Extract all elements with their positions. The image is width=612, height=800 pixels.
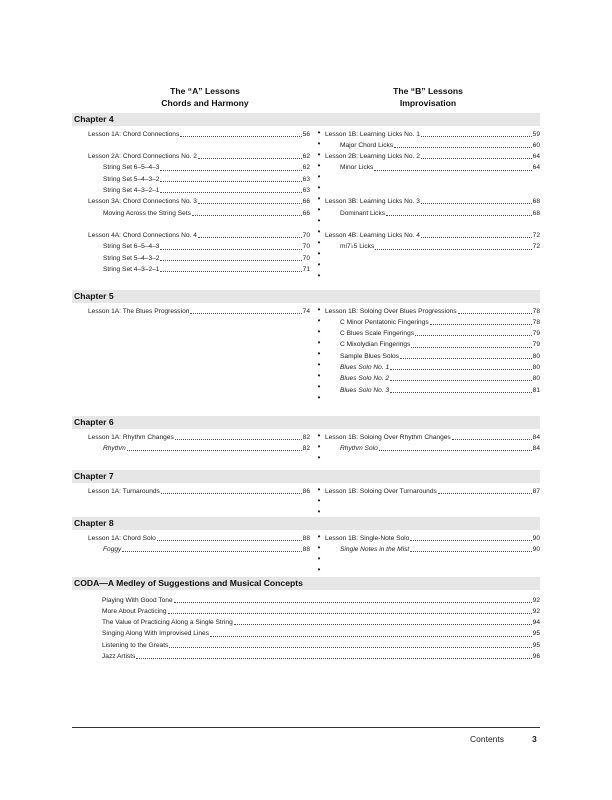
entry-page: 81 xyxy=(532,386,540,394)
entry-title: String Set 4–3–2–1 xyxy=(103,186,160,194)
entry-title: Lesson 1A: Chord Solo xyxy=(88,534,156,542)
bullet-icon: • xyxy=(317,138,321,148)
entry-title: C Minor Pentatonic Fingerings xyxy=(340,318,429,326)
toc-entry[interactable] xyxy=(72,640,540,651)
dot-leader xyxy=(421,129,532,137)
entry-page: 68 xyxy=(532,198,540,206)
dot-leader xyxy=(136,651,531,659)
bullet-icon: • xyxy=(317,171,321,181)
blank-row xyxy=(88,140,310,151)
coda-heading: CODA—A Medley of Suggestions and Musical Concepts xyxy=(72,577,540,590)
toc-entry[interactable] xyxy=(88,306,310,317)
bullet-divider xyxy=(316,127,322,281)
entry-title: Lesson 1A: Rhythm Changes xyxy=(88,433,174,441)
dot-leader xyxy=(415,328,532,336)
entry-page: 72 xyxy=(532,232,540,240)
entry-title: Rhythm Solo xyxy=(340,444,378,452)
entry-title: Single Notes in the Mist xyxy=(340,545,410,553)
toc-entry[interactable] xyxy=(325,351,540,362)
toc-entry[interactable] xyxy=(72,628,540,639)
entry-title: Lesson 1A: Turnarounds xyxy=(88,487,160,495)
chapter-heading: Chapter 5 xyxy=(72,290,540,303)
entry-page: 80 xyxy=(532,363,540,371)
entry-page: 90 xyxy=(532,534,540,542)
chapter-heading: Chapter 6 xyxy=(72,416,540,429)
entry-title: String Set 4–3–2–1 xyxy=(103,266,160,274)
dot-leader xyxy=(160,253,301,261)
entry-page: 92 xyxy=(532,596,540,604)
page-number: 3 xyxy=(532,734,537,744)
toc-entry[interactable] xyxy=(88,253,310,264)
entry-page: 66 xyxy=(302,198,310,206)
entry-page: 71 xyxy=(302,266,310,274)
entry-title: Lesson 4B: Learning Licks No. 4 xyxy=(325,232,420,240)
toc-entry[interactable] xyxy=(325,544,540,555)
entry-page: 56 xyxy=(302,130,310,138)
entry-title: Moving Across the String Sets xyxy=(103,209,191,217)
entry-page: 95 xyxy=(532,630,540,638)
dot-leader xyxy=(190,306,301,314)
entry-page: 90 xyxy=(532,545,540,553)
toc-entry[interactable] xyxy=(325,162,540,173)
entry-title: Dominant Licks xyxy=(340,209,386,217)
bullet-icon: • xyxy=(317,248,321,258)
b-lessons-column xyxy=(325,306,540,396)
entry-title: Lesson 1B: Soloing Over Turnarounds xyxy=(325,487,437,495)
toc-entry[interactable] xyxy=(325,362,540,373)
toc-entry[interactable] xyxy=(88,129,310,140)
entry-page: 82 xyxy=(302,444,310,452)
dot-leader xyxy=(390,362,532,370)
bullet-icon: • xyxy=(317,441,321,451)
entry-title: C Blues Scale Fingerings xyxy=(340,330,415,338)
bullet-icon: • xyxy=(317,495,321,505)
bullet-icon: • xyxy=(317,452,321,462)
entry-title: Lesson 1A: Chord Connections xyxy=(88,130,180,138)
chapter-section xyxy=(72,470,540,516)
entry-page: 92 xyxy=(532,607,540,615)
entry-page: 80 xyxy=(532,375,540,383)
entry-title: Playing With Good Tone xyxy=(102,596,173,604)
entry-title: C Mixolydian Fingerings xyxy=(340,341,411,349)
dot-leader xyxy=(192,208,302,216)
entry-page: 64 xyxy=(532,153,540,161)
entry-page: 78 xyxy=(532,318,540,326)
entry-page: 82 xyxy=(302,433,310,441)
dot-leader xyxy=(400,351,532,359)
b-lessons-column xyxy=(325,486,540,497)
entry-page: 59 xyxy=(532,130,540,138)
entry-page: 74 xyxy=(302,307,310,315)
blank-row xyxy=(88,219,310,230)
toc-entry[interactable] xyxy=(325,306,540,317)
b-lessons-column xyxy=(325,432,540,455)
entry-title: Listening to the Greats xyxy=(102,641,169,649)
dot-leader xyxy=(421,230,532,238)
toc-entry[interactable] xyxy=(88,432,310,443)
b-lessons-column xyxy=(325,533,540,556)
toc-entry[interactable] xyxy=(88,264,310,275)
dot-leader xyxy=(430,317,532,325)
dot-leader xyxy=(198,230,302,238)
bullet-icon: • xyxy=(317,564,321,574)
entry-title: The Value of Practicing Along a Single String xyxy=(102,619,233,627)
dot-leader xyxy=(421,196,532,204)
chapter-heading: Chapter 8 xyxy=(72,517,540,530)
entry-title: Lesson 3A: Chord Connections No. 3 xyxy=(88,198,197,206)
a-lessons-column xyxy=(88,306,310,317)
dot-leader xyxy=(168,606,532,614)
dot-leader xyxy=(390,385,532,393)
blank-row xyxy=(325,219,540,230)
dot-leader xyxy=(394,140,532,148)
bullet-icon: • xyxy=(317,392,321,402)
entry-page: 95 xyxy=(532,641,540,649)
toc-entry[interactable] xyxy=(325,140,540,151)
bullet-icon: • xyxy=(317,348,321,358)
entry-title: Lesson 2A: Chord Connections No. 2 xyxy=(88,153,197,161)
entry-title: String Set 6–5–4–3 xyxy=(103,164,160,172)
toc-entry[interactable] xyxy=(325,230,540,241)
bullet-icon: • xyxy=(317,337,321,347)
bullet-icon: • xyxy=(317,270,321,280)
footer-rule xyxy=(72,727,540,728)
entry-page: 84 xyxy=(532,444,540,452)
bullet-icon: • xyxy=(317,182,321,192)
dot-leader xyxy=(458,306,532,314)
b-lessons-subtitle: Improvisation xyxy=(399,97,457,108)
chapter-section xyxy=(72,416,540,462)
entry-page: 66 xyxy=(302,209,310,217)
toc-entry[interactable] xyxy=(325,339,540,350)
bullet-icon: • xyxy=(317,370,321,380)
entry-page: 79 xyxy=(532,341,540,349)
entry-title: Lesson 2B: Learning Licks No. 2 xyxy=(325,153,420,161)
bullet-icon: • xyxy=(317,326,321,336)
entry-title: Blues Solo No. 1 xyxy=(340,363,390,371)
dot-leader xyxy=(157,533,302,541)
entry-title: Sample Blues Solos xyxy=(340,352,400,360)
bullet-icon: • xyxy=(317,226,321,236)
a-lessons-title: The “A” Lessons xyxy=(170,86,240,96)
dot-leader xyxy=(234,617,532,625)
entry-page: 79 xyxy=(532,330,540,338)
entry-page: 63 xyxy=(302,175,310,183)
entry-title: Major Chord Licks xyxy=(340,141,394,149)
entry-page: 70 xyxy=(302,232,310,240)
toc-entry[interactable] xyxy=(88,533,310,544)
toc-entry[interactable] xyxy=(88,162,310,173)
toc-entry[interactable] xyxy=(325,151,540,162)
a-lessons-header xyxy=(105,86,305,109)
bullet-icon: • xyxy=(317,160,321,170)
toc-entry[interactable] xyxy=(88,241,310,252)
dot-leader xyxy=(160,241,301,249)
toc-entry[interactable] xyxy=(72,606,540,617)
bullet-icon: • xyxy=(317,359,321,369)
entry-title: Lesson 1B: Learning Licks No. 1 xyxy=(325,130,420,138)
dot-leader xyxy=(160,162,301,170)
a-lessons-column xyxy=(88,533,310,556)
toc-entry[interactable] xyxy=(325,533,540,544)
b-lessons-header xyxy=(328,86,528,109)
a-lessons-column xyxy=(88,432,310,455)
entry-title: More About Practicing xyxy=(102,607,167,615)
bullet-icon: • xyxy=(317,484,321,494)
entry-title: Lesson 1B: Soloing Over Blues Progressions xyxy=(325,307,457,315)
chapter-heading: Chapter 7 xyxy=(72,470,540,483)
bullet-icon: • xyxy=(317,531,321,541)
entry-page: 87 xyxy=(532,487,540,495)
toc-entry[interactable] xyxy=(325,129,540,140)
dot-leader xyxy=(438,486,532,494)
dot-leader xyxy=(198,196,302,204)
bullet-icon: • xyxy=(317,149,321,159)
b-lessons-title: The “B” Lessons xyxy=(393,86,463,96)
toc-entry[interactable] xyxy=(88,544,310,555)
toc-entry[interactable] xyxy=(325,385,540,396)
toc-entry[interactable] xyxy=(325,317,540,328)
dot-leader xyxy=(379,443,532,451)
bullet-divider xyxy=(316,430,322,463)
entry-page: 96 xyxy=(532,652,540,660)
dot-leader xyxy=(410,533,531,541)
entry-title: Blues Solo No. 3 xyxy=(340,386,390,394)
footer-label: Contents xyxy=(470,734,505,744)
bullet-icon: • xyxy=(317,553,321,563)
entry-page: 70 xyxy=(302,254,310,262)
entry-page: 68 xyxy=(532,209,540,217)
bullet-divider xyxy=(316,531,322,575)
entry-title: Lesson 4A: Chord Connections No. 4 xyxy=(88,232,197,240)
dot-leader xyxy=(421,151,532,159)
bullet-icon: • xyxy=(317,542,321,552)
entry-title: Singing Along With Improvised Lines xyxy=(102,630,210,638)
chapter-section xyxy=(72,113,540,280)
bullet-icon: • xyxy=(317,506,321,516)
dot-leader xyxy=(160,174,301,182)
toc-entry[interactable] xyxy=(88,174,310,185)
entry-title: String Set 5–4–3–2 xyxy=(103,254,160,262)
dot-leader xyxy=(390,373,532,381)
entry-page: 62 xyxy=(302,153,310,161)
entry-title: Foggy xyxy=(103,545,122,553)
bullet-icon: • xyxy=(317,215,321,225)
entry-title: Lesson 3B: Learning Licks No. 3 xyxy=(325,198,420,206)
dot-leader xyxy=(161,486,302,494)
entry-title: String Set 5–4–3–2 xyxy=(103,175,160,183)
entry-page: 86 xyxy=(302,487,310,495)
entry-page: 78 xyxy=(532,307,540,315)
entry-title: String Set 6–5–4–3 xyxy=(103,243,160,251)
entry-title: Minor Licks xyxy=(340,164,374,172)
dot-leader xyxy=(411,339,531,347)
chapter-heading: Chapter 4 xyxy=(72,113,540,126)
dot-leader xyxy=(127,443,302,451)
entry-page: 84 xyxy=(532,433,540,441)
entry-page: 63 xyxy=(302,186,310,194)
toc-entry[interactable] xyxy=(325,241,540,252)
dot-leader xyxy=(374,162,531,170)
dot-leader xyxy=(174,595,532,603)
chapter-section xyxy=(72,517,540,574)
toc-entry[interactable] xyxy=(88,443,310,454)
chapter-section xyxy=(72,290,540,402)
bullet-icon: • xyxy=(317,304,321,314)
bullet-icon: • xyxy=(317,259,321,269)
toc-entry[interactable] xyxy=(325,373,540,384)
entry-title: Lesson 1A: The Blues Progression xyxy=(88,307,190,315)
dot-leader xyxy=(122,544,301,552)
entry-page: 72 xyxy=(532,243,540,251)
bullet-icon: • xyxy=(317,127,321,137)
toc-entry[interactable] xyxy=(72,617,540,628)
toc-entry[interactable] xyxy=(325,196,540,207)
dot-leader xyxy=(210,628,532,636)
toc-entry[interactable] xyxy=(72,651,540,662)
entry-title: Lesson 1B: Single-Note Solo xyxy=(325,534,410,542)
toc-entry[interactable] xyxy=(325,208,540,219)
blank-row xyxy=(325,174,540,185)
dot-leader xyxy=(169,640,531,648)
entry-page: 60 xyxy=(532,141,540,149)
dot-leader xyxy=(386,208,532,216)
bullet-icon: • xyxy=(317,204,321,214)
dot-leader xyxy=(160,185,301,193)
toc-entry[interactable] xyxy=(325,432,540,443)
blank-row xyxy=(325,185,540,196)
bullet-icon: • xyxy=(317,430,321,440)
entry-title: Blues Solo No. 2 xyxy=(340,375,390,383)
b-lessons-column xyxy=(325,129,540,253)
toc-entry[interactable] xyxy=(325,328,540,339)
entry-title: Lesson 1B: Soloing Over Rhythm Changes xyxy=(325,433,451,441)
dot-leader xyxy=(175,432,302,440)
bullet-icon: • xyxy=(317,237,321,247)
bullet-icon: • xyxy=(317,193,321,203)
entry-page: 70 xyxy=(302,243,310,251)
bullet-icon: • xyxy=(317,381,321,391)
dot-leader xyxy=(180,129,301,137)
entry-page: 64 xyxy=(532,164,540,172)
dot-leader xyxy=(410,544,531,552)
entry-title: mi7♭5 Licks xyxy=(340,243,375,251)
entry-page: 94 xyxy=(532,619,540,627)
dot-leader xyxy=(375,241,531,249)
bullet-divider xyxy=(316,304,322,403)
dot-leader xyxy=(198,151,302,159)
bullet-icon: • xyxy=(317,315,321,325)
entry-page: 88 xyxy=(302,534,310,542)
toc-entry[interactable] xyxy=(72,595,540,606)
toc-entry[interactable] xyxy=(88,185,310,196)
bullet-divider xyxy=(316,484,322,517)
dot-leader xyxy=(452,432,532,440)
entry-title: Rhythm xyxy=(103,444,126,452)
entry-page: 80 xyxy=(532,352,540,360)
toc-entry[interactable] xyxy=(88,486,310,497)
toc-entry[interactable] xyxy=(88,151,310,162)
toc-entry[interactable] xyxy=(325,486,540,497)
toc-entry[interactable] xyxy=(88,196,310,207)
a-lessons-subtitle: Chords and Harmony xyxy=(161,97,249,108)
a-lessons-column xyxy=(88,486,310,497)
a-lessons-column xyxy=(88,129,310,276)
entry-title: Jazz Artists xyxy=(102,652,136,660)
toc-entry[interactable] xyxy=(325,443,540,454)
entry-page: 62 xyxy=(302,164,310,172)
dot-leader xyxy=(160,264,301,272)
entry-page: 88 xyxy=(302,545,310,553)
coda-section xyxy=(72,577,540,662)
toc-entry[interactable] xyxy=(88,230,310,241)
toc-entry[interactable] xyxy=(88,208,310,219)
